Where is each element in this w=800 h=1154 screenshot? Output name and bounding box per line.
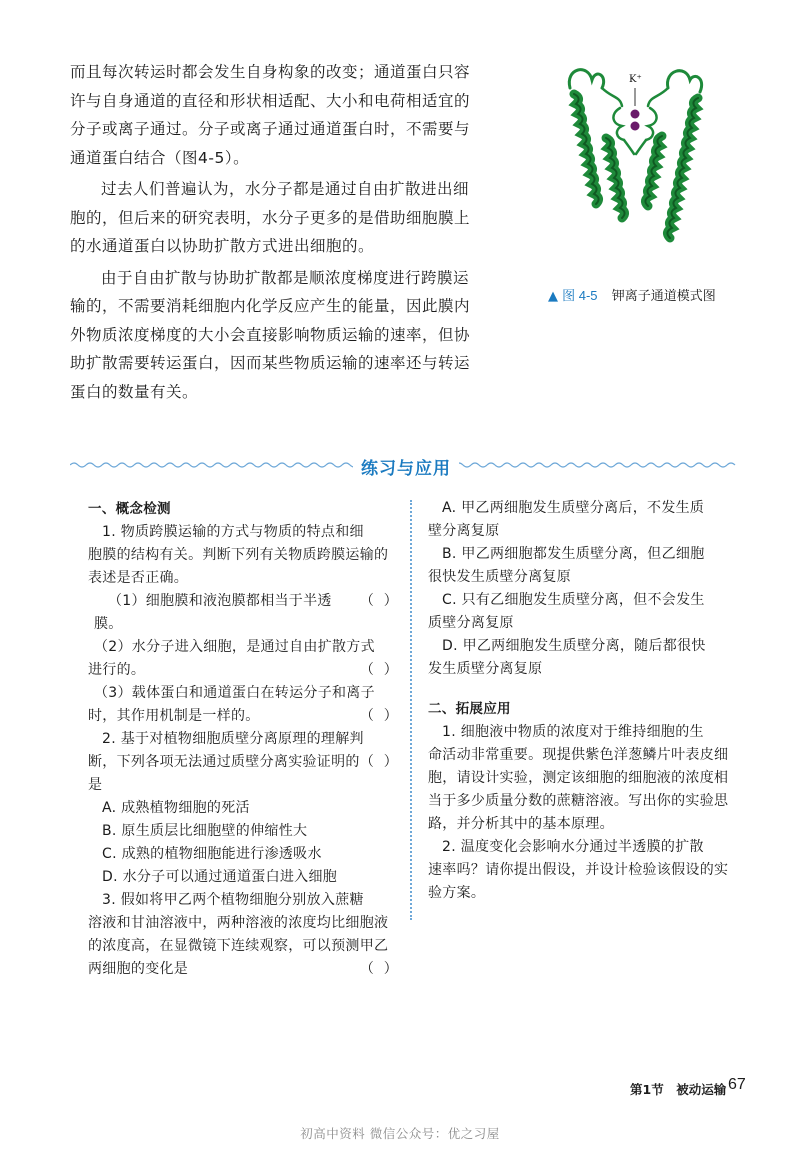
- intro-line: 过去人们普遍认为，水分子都是通过自由扩散进出细: [101, 180, 470, 198]
- intro-line: 外物质浓度梯度的大小会直接影响物质运输的速率，但协: [70, 325, 471, 344]
- exercise-right-column: [428, 497, 746, 905]
- caption-marker: ▲: [548, 289, 558, 304]
- question-line: 路，并分析其中的基本原理。: [428, 816, 614, 832]
- figure-number: 图 4-5: [562, 288, 598, 303]
- question-line: 验方案。: [428, 885, 486, 901]
- option-item: C. 成熟的植物细胞能进行渗透吸水: [102, 846, 322, 862]
- answer-blank[interactable]: （ ）: [359, 708, 398, 724]
- page-number: 67: [728, 1076, 746, 1093]
- question-line: 速率吗？请你提出假设，并设计检验该假设的实: [428, 862, 729, 878]
- option-line: A. 甲乙两细胞发生质壁分离后，不发生质: [442, 500, 705, 516]
- potassium-ion: [631, 122, 640, 131]
- judgement-item: [88, 659, 398, 682]
- option-line: B. 甲乙两细胞都发生质壁分离，但乙细胞: [442, 546, 705, 562]
- intro-line: 许与自身通道的直径和形状相适配、大小和电荷相适宜的: [70, 91, 471, 110]
- intro-text: [70, 58, 510, 406]
- option-line: 发生质壁分离复原: [428, 661, 543, 677]
- question-line: 溶液和甘油溶液中，两种溶液的浓度均比细胞液: [88, 915, 389, 931]
- column-divider: [410, 500, 412, 920]
- intro-line: 由于自由扩散与协助扩散都是顺浓度梯度进行跨膜运: [101, 268, 470, 287]
- exercise-left-column: [88, 497, 398, 981]
- figure-caption: [548, 285, 716, 304]
- exercise-title: 练习与应用: [353, 454, 459, 479]
- option-item: D. 水分子可以通过通道蛋白进入细胞: [102, 869, 338, 885]
- intro-line: 输的，不需要消耗细胞内化学反应产生的能量，因此膜内: [70, 297, 471, 315]
- answer-blank[interactable]: （ ）: [359, 593, 398, 609]
- question-line: 1. 细胞液中物质的浓度对于维持细胞的生: [442, 724, 704, 740]
- question-line: 胞膜的结构有关。判断下列有关物质跨膜运输的: [88, 547, 389, 563]
- answer-blank[interactable]: （ ）: [359, 754, 398, 770]
- question-line: 的浓度高，在显微镜下连续观察，可以预测甲乙: [88, 938, 389, 954]
- potassium-ion: [631, 110, 640, 119]
- answer-blank[interactable]: （ ）: [359, 662, 398, 678]
- judgement-text: （3）载体蛋白和通道蛋白在转运分子和离子: [94, 685, 375, 701]
- section-heading-concept: 一、概念检测: [88, 501, 171, 517]
- option-line: 很快发生质壁分离复原: [428, 569, 571, 585]
- section-heading-extension: 二、拓展应用: [428, 701, 511, 717]
- question-text: 两细胞的变化是: [88, 961, 189, 977]
- caption-text: 钾离子通道模式图: [611, 289, 716, 304]
- question-line: 胞，请设计实验，测定该细胞的细胞液的浓度相: [428, 770, 729, 786]
- intro-line: 分子或离子通过。分子或离子通过通道蛋白时，不需要与: [70, 120, 471, 138]
- intro-line: 的水通道蛋白以协助扩散方式进出细胞的。: [70, 237, 375, 255]
- intro-line: 胞的，但后来的研究表明，水分子更多的是借助细胞膜上: [70, 208, 471, 227]
- option-line: 质壁分离复原: [428, 615, 514, 631]
- answer-blank[interactable]: （ ）: [359, 961, 398, 977]
- judgement-text: 进行的。: [88, 662, 146, 678]
- option-line: 壁分离复原: [428, 523, 500, 539]
- question-text: 断，下列各项无法通过质壁分离实验证明的是: [88, 754, 360, 793]
- question-line: 2. 基于对植物细胞质壁分离原理的理解判: [102, 731, 364, 747]
- judgement-text: （1）细胞膜和液泡膜都相当于半透膜。: [94, 593, 332, 632]
- option-line: D. 甲乙两细胞发生质壁分离，随后都很快: [442, 638, 706, 654]
- intro-line: 通道蛋白结合（图4-5）。: [70, 148, 250, 167]
- option-item: B. 原生质层比细胞壁的伸缩性大: [102, 823, 308, 839]
- judgement-item: [88, 590, 398, 636]
- question-line: 命活动非常重要。现提供紫色洋葱鳞片叶表皮细: [428, 747, 729, 763]
- watermark-text: 初高中资料 微信公众号：优之习屋: [300, 1126, 500, 1141]
- wave-divider-right: [455, 460, 742, 470]
- question-line: [88, 958, 398, 981]
- ion-label: K⁺: [629, 74, 642, 85]
- question-line: [88, 751, 398, 797]
- question-line: 1. 物质跨膜运输的方式与物质的特点和细: [102, 524, 364, 540]
- question-line: 3. 假如将甲乙两个植物细胞分别放入蔗糖: [102, 892, 364, 908]
- question-line: 当于多少质量分数的蔗糖溶液。写出你的实验思: [428, 793, 729, 809]
- wave-divider-left: [70, 460, 360, 470]
- option-line: C. 只有乙细胞发生质壁分离，但不会发生: [442, 592, 705, 608]
- option-item: A. 成熟植物细胞的死活: [102, 800, 250, 816]
- judgement-item: [88, 705, 398, 728]
- intro-line: 助扩散需要转运蛋白，因而某些物质运输的速率还与转运: [70, 354, 471, 372]
- question-line: 2. 温度变化会影响水分通过半透膜的扩散: [442, 839, 704, 855]
- question-line: 表述是否正确。: [88, 570, 189, 586]
- intro-line: 蛋白的数量有关。: [70, 382, 199, 401]
- potassium-channel-figure: [560, 58, 710, 258]
- running-footer-section: 第1节 被动运输: [630, 1082, 727, 1097]
- intro-line: 而且每次转运时都会发生自身构象的改变；通道蛋白只容: [70, 63, 471, 81]
- judgement-text: （2）水分子进入细胞，是通过自由扩散方式: [94, 639, 375, 655]
- exercise-header: [70, 452, 742, 482]
- judgement-text: 时，其作用机制是一样的。: [88, 708, 260, 724]
